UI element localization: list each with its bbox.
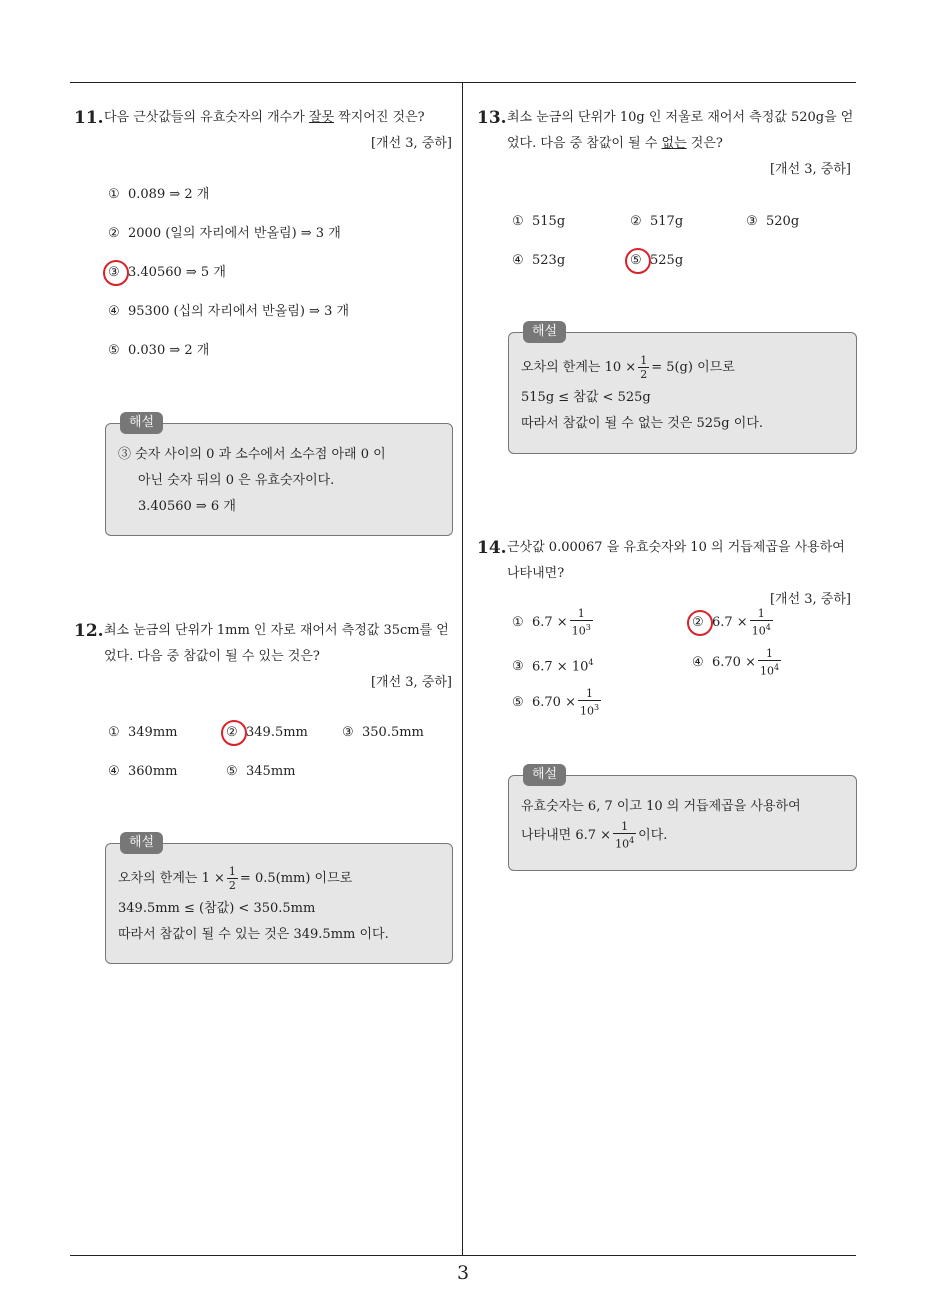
option-2[interactable]: ② 6.7 × $\frac{1}{10^4}$	[692, 607, 771, 638]
question-number: 11.	[74, 108, 104, 128]
question-text: 최소 눈금의 단위가 10g 인 저울로 재어서 측정값 520g을 얻었다. 다음 중 참값이 될 수 없는 것은?	[507, 110, 854, 151]
option-1[interactable]: ① 515g	[512, 214, 566, 229]
solution-box-14	[508, 767, 857, 871]
solution-line: 515g ≤ 참값 < 525g	[521, 390, 651, 405]
question-14	[477, 535, 855, 613]
option-2[interactable]: ② 517g	[630, 214, 684, 229]
column-divider	[462, 83, 463, 1255]
answer-circle: ②	[692, 613, 712, 633]
solution-line: 오차의 한계는 10 × $\frac{1}{2}$ = 5(g) 이므로	[521, 354, 735, 381]
solution-box-11	[105, 415, 453, 536]
option-5[interactable]: ⑤ 6.70 × $\frac{1}{10^3}$	[512, 687, 600, 718]
solution-line: 3.40560 ⇒ 6 개	[138, 499, 236, 514]
option-3[interactable]: ③ 350.5mm	[342, 725, 424, 740]
solution-line: 349.5mm ≤ (참값) < 350.5mm	[118, 901, 316, 916]
option-4[interactable]: ④ 360mm	[108, 764, 178, 779]
option-4[interactable]: ④ 523g	[512, 253, 566, 268]
question-meta: [개선 3, 중하]	[769, 592, 851, 607]
solution-line: 나타내면 6.7 × $\frac{1}{10^4}$ 이다.	[521, 820, 668, 851]
fraction: $\frac{1}{10^3}$	[579, 687, 600, 718]
underlined-word: 잘못	[308, 110, 335, 125]
option-3[interactable]: ③ $6.7 \times 10^4$	[512, 658, 594, 675]
option-3[interactable]: ③ 3.40560 ⇒ 5 개	[108, 263, 226, 283]
question-12	[74, 618, 456, 696]
question-13	[477, 105, 855, 183]
solution-tag: 해설	[120, 412, 163, 434]
fraction: $\frac{1}{10^4}$	[751, 607, 771, 638]
page-number: 3	[456, 1262, 470, 1284]
solution-line: ③ 숫자 사이의 0 과 소수에서 소수점 아래 0 이	[118, 447, 386, 462]
underlined-word: 없는	[661, 136, 687, 151]
solution-box-13	[508, 324, 857, 454]
solution-line: 따라서 참값이 될 수 있는 것은 349.5mm 이다.	[118, 927, 389, 942]
solution-line: 유효숫자는 6, 7 이고 10 의 거듭제곱을 사용하여	[521, 799, 801, 814]
fraction: $\frac{1}{2}$	[228, 865, 236, 892]
fraction: $\frac{1}{10^4}$	[759, 647, 780, 678]
top-rule	[70, 82, 856, 83]
solution-tag: 해설	[523, 321, 566, 343]
question-number: 13.	[477, 108, 507, 128]
option-4[interactable]: ④ 95300 (십의 자리에서 반올림) ⇒ 3 개	[108, 304, 350, 319]
option-5[interactable]: ⑤ 0.030 ⇒ 2 개	[108, 343, 210, 358]
option-4[interactable]: ④ 6.70 × $\frac{1}{10^4}$	[692, 647, 780, 678]
fraction: $\frac{1}{2}$	[640, 354, 648, 381]
answer-circle: ③	[108, 263, 128, 283]
solution-line: 아닌 숫자 뒤의 0 은 유효숫자이다.	[138, 473, 335, 488]
option-5[interactable]: ⑤ 525g	[630, 251, 683, 271]
question-11	[74, 105, 456, 157]
answer-circle: ⑤	[630, 251, 650, 271]
option-5[interactable]: ⑤ 345mm	[226, 764, 296, 779]
fraction: $\frac{1}{10^4}$	[615, 820, 635, 851]
solution-line: 따라서 참값이 될 수 없는 것은 525g 이다.	[521, 416, 764, 431]
option-2[interactable]: ② 349.5mm	[226, 723, 308, 743]
answer-circle: ②	[226, 723, 246, 743]
option-1[interactable]: ① 0.089 ⇒ 2 개	[108, 187, 210, 202]
question-text: 다음 근삿값들의 유효숫자의 개수가 잘못 짝지어진 것은?	[104, 110, 425, 125]
question-text: 근삿값 0.00067 을 유효숫자와 10 의 거듭제곱을 사용하여 나타내면?	[507, 540, 845, 581]
solution-box-12	[105, 835, 453, 964]
option-3[interactable]: ③ 520g	[746, 214, 800, 229]
question-meta: [개선 3, 중하]	[370, 136, 452, 151]
question-meta: [개선 3, 중하]	[769, 162, 851, 177]
question-meta: [개선 3, 중하]	[370, 675, 452, 690]
solution-line: 오차의 한계는 1 × $\frac{1}{2}$ = 0.5(mm) 이므로	[118, 865, 353, 892]
question-number: 12.	[74, 621, 104, 641]
question-text: 최소 눈금의 단위가 1mm 인 자로 재어서 측정값 35cm를 얻었다. 다음 중 참값이 될 수 있는 것은?	[104, 623, 449, 664]
option-1[interactable]: ① 349mm	[108, 725, 178, 740]
option-2[interactable]: ② 2000 (일의 자리에서 반올림) ⇒ 3 개	[108, 226, 341, 241]
question-number: 14.	[477, 538, 507, 558]
option-1[interactable]: ① 6.7 × $\frac{1}{10^3}$	[512, 607, 591, 638]
solution-tag: 해설	[120, 832, 163, 854]
solution-tag: 해설	[523, 764, 566, 786]
fraction: $\frac{1}{10^3}$	[571, 607, 591, 638]
bottom-rule	[70, 1255, 856, 1256]
